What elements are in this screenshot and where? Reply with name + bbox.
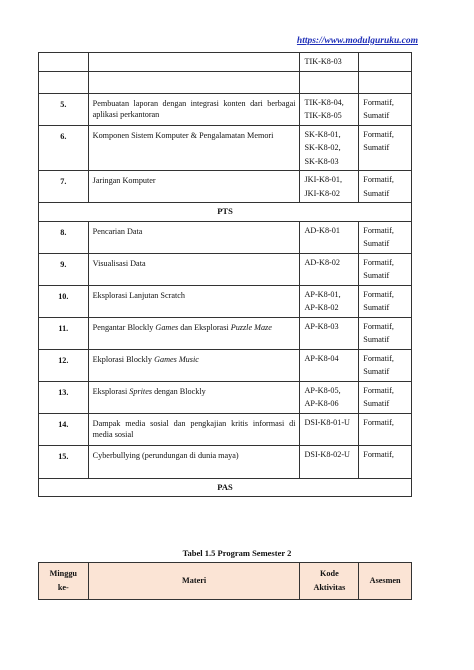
kode-line: AP-K8-05, — [304, 385, 341, 395]
materi-cell — [88, 71, 300, 93]
kode-line: SK-K8-02, — [304, 143, 341, 152]
materi-text: Komponen Sistem Komputer & Pengalamatan Memori — [88, 125, 300, 171]
materi-text — [88, 317, 300, 349]
table-row — [39, 317, 412, 349]
materi-part: dan Eksplorasi — [178, 322, 231, 332]
kode-line: AP-K8-02 — [304, 303, 339, 312]
asesmen-cell — [359, 53, 412, 72]
kode-header — [300, 563, 359, 600]
pts-row — [39, 203, 412, 222]
asesmen-cell — [359, 413, 412, 445]
table-row — [39, 71, 412, 93]
materi-part: Eksplorasi — [92, 386, 130, 396]
header-line: ke- — [57, 583, 69, 592]
kode-line: DSI-K8-02-U — [304, 449, 350, 459]
week-number: 13. — [39, 381, 89, 413]
materi-text: Eksplorasi Lanjutan Scratch — [88, 285, 300, 317]
week-number: 11. — [39, 317, 89, 349]
week-number: 6. — [39, 125, 89, 171]
materi-part: Pengantar Blockly — [92, 322, 156, 332]
asesmen-line: Formatif, — [363, 449, 394, 459]
table-row — [39, 221, 412, 253]
kode-cell — [300, 253, 359, 285]
asesmen-line: Formatif, — [363, 175, 394, 184]
materi-text: Dampak media sosial dan pengkajian kritis informasi di media sosial — [88, 413, 300, 445]
kode-line: AD-K8-02 — [304, 257, 340, 267]
week-number: 5. — [39, 93, 89, 125]
kode-line: AP-K8-04 — [304, 353, 339, 363]
asesmen-cell — [359, 171, 412, 203]
kode-cell — [300, 445, 359, 478]
kode-line: TIK-K8-04, — [304, 97, 344, 107]
materi-text: Jaringan Komputer — [88, 171, 300, 203]
week-cell — [39, 71, 89, 93]
kode-line: SK-K8-01, — [304, 129, 341, 139]
table-row — [39, 381, 412, 413]
asesmen-line: Sumatif — [363, 188, 390, 198]
header-row — [39, 563, 412, 600]
website-url[interactable]: https://www.modulguruku.com — [296, 36, 418, 46]
asesmen-line: Sumatif — [363, 143, 390, 152]
table-row — [39, 125, 412, 171]
materi-header: Materi — [88, 563, 300, 600]
table-row — [39, 445, 412, 478]
materi-part-italic: Puzzle Maze — [230, 322, 272, 332]
materi-text: Cyberbullying (perundungan di dunia maya) — [88, 445, 300, 478]
asesmen-cell — [359, 317, 412, 349]
materi-text: Visualisasi Data — [88, 253, 300, 285]
asesmen-line: Formatif, — [363, 385, 394, 395]
materi-text — [88, 349, 300, 381]
materi-cell — [88, 53, 300, 72]
asesmen-line: Sumatif — [363, 111, 390, 120]
week-number: 8. — [39, 221, 89, 253]
week-number: 10. — [39, 285, 89, 317]
asesmen-line: Formatif, — [363, 225, 394, 235]
asesmen-header: Asesmen — [359, 563, 412, 600]
kode-line: JKI-K8-01, — [304, 175, 343, 184]
materi-part: Ekplorasi Blockly — [92, 354, 155, 364]
materi-part-italic: Games Music — [154, 354, 199, 364]
table-row — [39, 285, 412, 317]
kode-cell — [300, 71, 359, 93]
table-row — [39, 413, 412, 445]
table-row — [39, 93, 412, 125]
week-cell — [39, 53, 89, 72]
table-row — [39, 349, 412, 381]
kode-cell — [300, 53, 359, 72]
asesmen-line: Formatif, — [363, 257, 394, 267]
asesmen-cell — [359, 349, 412, 381]
week-number: 14. — [39, 413, 89, 445]
kode-cell — [300, 381, 359, 413]
kode-cell — [300, 221, 359, 253]
pas-label: PAS — [39, 478, 412, 497]
materi-text: Pencarian Data — [88, 221, 300, 253]
asesmen-line: Sumatif — [363, 239, 390, 248]
asesmen-line: Formatif, — [363, 97, 394, 107]
semester-2-table — [38, 562, 412, 600]
table-row — [39, 53, 412, 72]
asesmen-line: Sumatif — [363, 335, 390, 344]
asesmen-cell — [359, 381, 412, 413]
header-line: Aktivitas — [313, 583, 346, 592]
kode-line: TIK-K8-05 — [304, 111, 342, 120]
semester-program-table — [38, 52, 412, 497]
minggu-header — [39, 563, 89, 600]
table-caption: Tabel 1.5 Program Semester 2 — [182, 548, 292, 558]
header-line: Kode — [320, 569, 339, 578]
asesmen-cell — [359, 93, 412, 125]
asesmen-line: Formatif, — [363, 417, 394, 427]
materi-part: dengan Blockly — [152, 386, 206, 396]
kode-cell — [300, 285, 359, 317]
asesmen-line: Sumatif — [363, 303, 390, 312]
asesmen-cell — [359, 125, 412, 171]
kode-cell — [300, 93, 359, 125]
kode-line: AP-K8-03 — [304, 321, 339, 331]
kode-line: DSI-K8-01-U — [304, 417, 350, 427]
week-number: 7. — [39, 171, 89, 203]
kode-line: AP-K8-01, — [304, 289, 341, 299]
kode-line: JKI-K8-02 — [304, 188, 340, 198]
asesmen-cell — [359, 71, 412, 93]
header-line: Minggu — [49, 569, 77, 578]
materi-part-italic: Games — [155, 322, 179, 332]
kode-line: AD-K8-01 — [304, 225, 340, 235]
asesmen-line: Formatif, — [363, 289, 394, 299]
kode-line: SK-K8-03 — [304, 156, 339, 166]
pas-row — [39, 478, 412, 497]
kode-line: TIK-K8-03 — [304, 57, 342, 66]
materi-part-italic: Sprites — [129, 386, 153, 396]
table-row — [39, 253, 412, 285]
asesmen-line: Sumatif — [363, 271, 390, 280]
week-number: 15. — [39, 445, 89, 478]
kode-cell — [300, 413, 359, 445]
kode-cell — [300, 317, 359, 349]
kode-cell — [300, 125, 359, 171]
asesmen-cell — [359, 253, 412, 285]
kode-cell — [300, 171, 359, 203]
asesmen-cell — [359, 445, 412, 478]
pts-label: PTS — [39, 203, 412, 222]
asesmen-cell — [359, 221, 412, 253]
asesmen-line: Sumatif — [363, 367, 390, 376]
week-number: 9. — [39, 253, 89, 285]
materi-text: Pembuatan laporan dengan integrasi konten dari berbagai aplikasi perkantoran — [88, 93, 300, 125]
week-number: 12. — [39, 349, 89, 381]
asesmen-line: Formatif, — [363, 353, 394, 363]
table-row — [39, 171, 412, 203]
asesmen-cell — [359, 285, 412, 317]
materi-text — [88, 381, 300, 413]
asesmen-line: Sumatif — [363, 399, 390, 408]
asesmen-line: Formatif, — [363, 321, 394, 331]
kode-line: AP-K8-06 — [304, 399, 339, 408]
asesmen-line: Formatif, — [363, 129, 394, 139]
kode-cell — [300, 349, 359, 381]
